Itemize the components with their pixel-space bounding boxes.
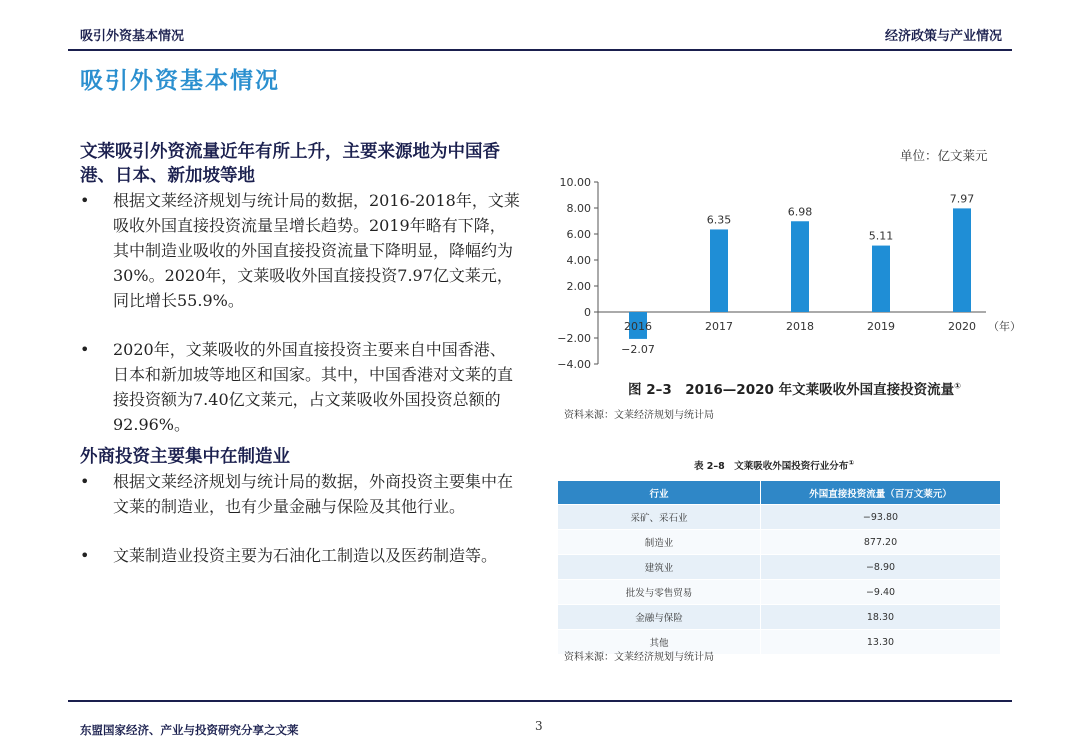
table-header-fdi: 外国直接投资流量（百万文莱元） xyxy=(761,481,1001,505)
bullet-text: 根据文莱经济规划与统计局的数据，外商投资主要集中在文莱的制造业，也有少量金融与保险及其他行业。 xyxy=(113,472,514,516)
x-axis-unit: （年） xyxy=(988,320,1021,333)
x-tick-label-2017: 2017 xyxy=(705,320,733,333)
list-item xyxy=(80,188,520,313)
table-header-industry: 行业 xyxy=(558,481,761,505)
list-item xyxy=(80,543,520,568)
chart-unit-label: 单位：亿文莱元 xyxy=(900,148,988,163)
bullet-icon: • xyxy=(80,340,90,359)
bar-2019 xyxy=(872,246,890,312)
data-label-2017: 6.35 xyxy=(706,213,732,227)
bullet-text: 根据文莱经济规划与统计局的数据，2016-2018年，文莱吸收外国直接投资流量呈增长趋势。2019年略有下降，其中制造业吸收的外国直接投资流量下降明显，降幅约为30%。2020年，文莱吸收外国直接投资7.97亿文莱元，同比增长55.9%。 xyxy=(113,191,520,310)
table-header-row xyxy=(558,481,1000,505)
industry-table xyxy=(558,481,1000,654)
x-tick-label-2019: 2019 xyxy=(867,320,895,333)
bullet-icon: • xyxy=(80,191,90,210)
table-cell-value: 18.30 xyxy=(761,605,1001,630)
list-item xyxy=(80,469,520,519)
table-cell-industry: 采矿、采石业 xyxy=(558,505,761,530)
page-number: 3 xyxy=(535,719,543,733)
table-cell-industry: 制造业 xyxy=(558,530,761,555)
chart-source: 资料来源：文莱经济规划与统计局 xyxy=(564,410,714,421)
bar-2018 xyxy=(791,221,809,312)
footer-divider xyxy=(68,700,1012,702)
left-text-panel xyxy=(80,140,520,568)
table-row xyxy=(558,580,1000,605)
page-title: 吸引外资基本情况 xyxy=(80,67,280,94)
table-row xyxy=(558,605,1000,630)
y-tick-label: 2.00 xyxy=(566,280,591,293)
data-label-2016: −2.07 xyxy=(621,342,655,356)
table-cell-value: 877.20 xyxy=(761,530,1001,555)
table-cell-industry: 建筑业 xyxy=(558,555,761,580)
bullet-text: 2020年，文莱吸收的外国直接投资主要来自中国香港、日本和新加坡等地区和国家。其中，中国香港对文莱的直接投资额为7.40亿文莱元，占文莱吸收外国投资总额的92.96%。 xyxy=(113,340,514,434)
figure-caption-note: ① xyxy=(954,381,961,391)
x-tick-label-2020: 2020 xyxy=(948,320,976,333)
bar-2017 xyxy=(710,229,728,312)
bullet-list-industry xyxy=(80,469,520,568)
bullet-text: 文莱制造业投资主要为石油化工制造以及医药制造等。 xyxy=(113,546,498,565)
header-divider xyxy=(68,49,1012,51)
list-item xyxy=(80,337,520,437)
table-cell-value: −93.80 xyxy=(761,505,1001,530)
fdi-bar-chart xyxy=(556,168,1021,378)
header-right-title: 经济政策与产业情况 xyxy=(884,29,1002,44)
table-cell-industry: 金融与保险 xyxy=(558,605,761,630)
table-caption xyxy=(694,458,854,472)
section-heading-industry: 外商投资主要集中在制造业 xyxy=(80,447,290,467)
y-tick-label: −4.00 xyxy=(557,358,591,371)
y-tick-label: 4.00 xyxy=(566,254,591,267)
table-cell-value: 13.30 xyxy=(761,630,1001,655)
x-tick-label-2016: 2016 xyxy=(624,320,652,333)
section-heading-inflow: 文莱吸引外资流量近年有所上升，主要来源地为中国香港、日本、新加坡等地 xyxy=(80,142,500,186)
table-cell-value: −8.90 xyxy=(761,555,1001,580)
bullet-icon: • xyxy=(80,472,90,491)
data-label-2020: 7.97 xyxy=(949,192,975,206)
data-label-2019: 5.11 xyxy=(868,229,894,243)
table-source: 资料来源：文莱经济规划与统计局 xyxy=(564,652,714,663)
spacer xyxy=(80,519,520,543)
figure-caption xyxy=(628,378,961,398)
table-caption-text: 表 2–8 文莱吸收外国投资行业分布 xyxy=(694,461,849,472)
bar-2020 xyxy=(953,208,971,312)
bullet-icon: • xyxy=(80,546,90,565)
bullet-list-inflow xyxy=(80,188,520,437)
data-label-2018: 6.98 xyxy=(787,205,813,219)
table-cell-industry: 其他 xyxy=(558,630,761,655)
table-row xyxy=(558,505,1000,530)
figure-caption-text: 图 2–3 2016—2020 年文莱吸收外国直接投资流量 xyxy=(628,382,955,398)
spacer xyxy=(80,313,520,337)
table-cell-value: −9.40 xyxy=(761,580,1001,605)
table-row xyxy=(558,555,1000,580)
y-tick-label: 10.00 xyxy=(559,176,591,189)
header-left-title: 吸引外资基本情况 xyxy=(80,29,185,44)
y-tick-label: 6.00 xyxy=(566,228,591,241)
y-tick-label: 0 xyxy=(584,306,591,319)
table-caption-note: ① xyxy=(848,458,855,467)
table-cell-industry: 批发与零售贸易 xyxy=(558,580,761,605)
footer-title: 东盟国家经济、产业与投资研究分享之文莱 xyxy=(80,723,299,737)
y-tick-label: −2.00 xyxy=(557,332,591,345)
y-tick-label: 8.00 xyxy=(566,202,591,215)
x-tick-label-2018: 2018 xyxy=(786,320,814,333)
table-row xyxy=(558,530,1000,555)
